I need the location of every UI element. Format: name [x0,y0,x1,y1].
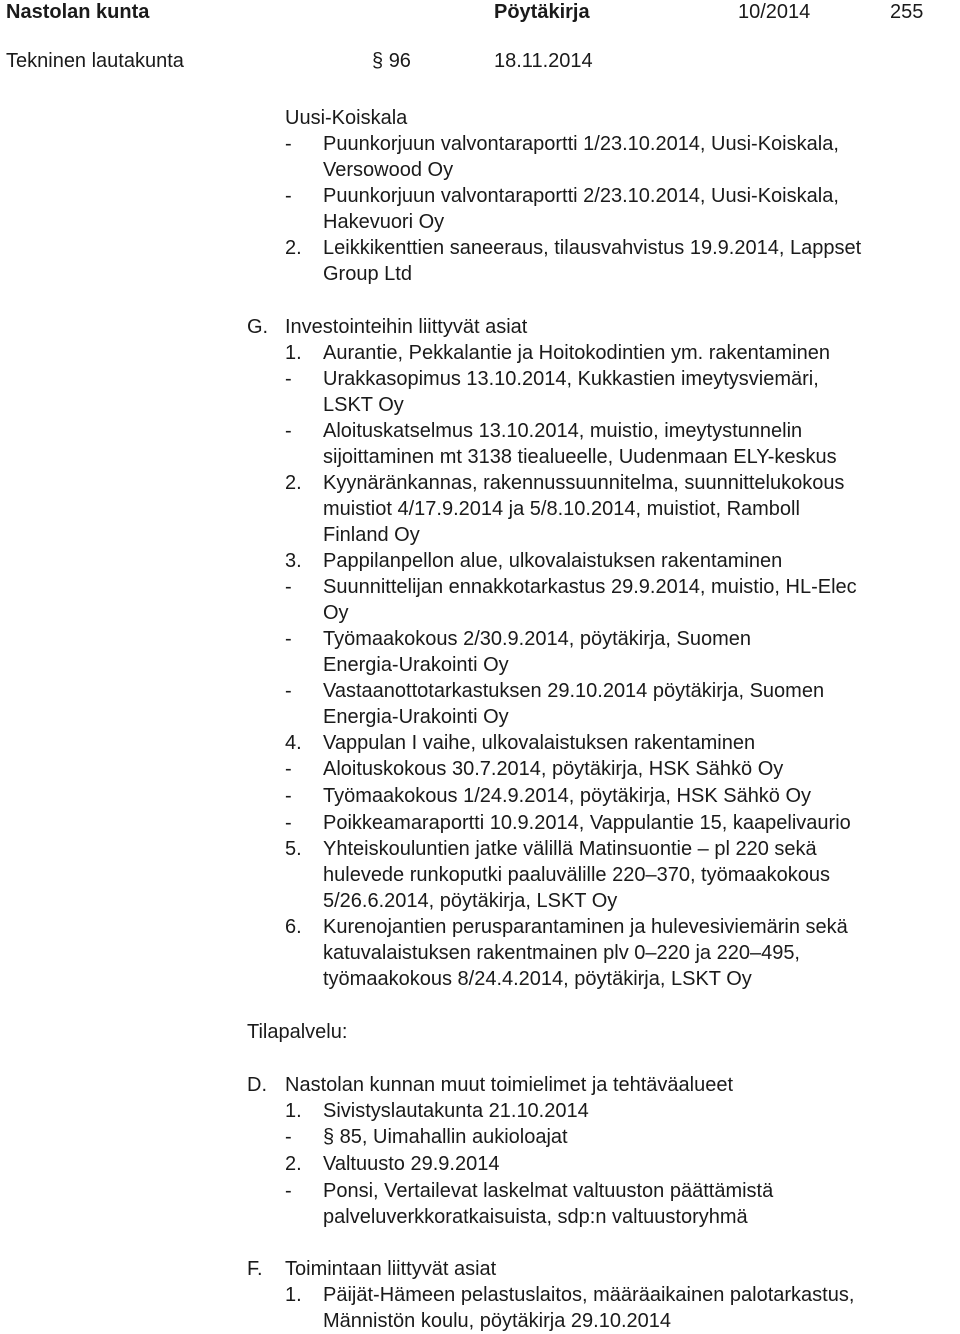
section-number: § 96 [372,50,411,72]
list-item: muistiot 4/17.9.2014 ja 5/8.10.2014, muistiot, Ramboll [323,498,800,520]
list-item: Puunkorjuun valvontaraportti 1/23.10.2014, Uusi-Koiskala, [323,133,839,155]
list-marker: 2. [285,237,302,259]
list-item: Puunkorjuun valvontaraportti 2/23.10.2014, Uusi-Koiskala, [323,185,839,207]
section-heading: Toimintaan liittyvät asiat [285,1258,497,1280]
list-item: Valtuusto 29.9.2014 [323,1153,500,1175]
list-item: Poikkeamaraportti 10.9.2014, Vappulantie 15, kaapelivaurio [323,812,851,834]
list-marker: - [285,420,292,442]
list-marker: 1. [285,342,302,364]
list-marker: 3. [285,550,302,572]
list-marker: - [285,628,292,650]
list-marker: 5. [285,838,302,860]
list-marker: 1. [285,1284,302,1306]
list-item: Energia-Urakointi Oy [323,706,509,728]
list-marker: - [285,368,292,390]
list-marker: 6. [285,916,302,938]
list-item: Aloituskatselmus 13.10.2014, muistio, imeytystunnelin [323,420,803,442]
list-item: Energia-Urakointi Oy [323,654,509,676]
list-marker: - [285,758,292,780]
list-marker: - [285,133,292,155]
list-item: Työmaakokous 1/24.9.2014, pöytäkirja, HSK Sähkö Oy [323,785,812,807]
list-item: Männistön koulu, pöytäkirja 29.10.2014 [323,1310,672,1332]
list-item: Urakkasopimus 13.10.2014, Kukkastien imeytysviemäri, [323,368,819,390]
list-item: Aloituskokous 30.7.2014, pöytäkirja, HSK Sähkö Oy [323,758,784,780]
list-marker: - [285,576,292,598]
list-marker: 4. [285,732,302,754]
list-item: Vappulan I vaihe, ulkovalaistuksen rakentaminen [323,732,756,754]
list-item: hulevede runkoputki paaluvälille 220–370, työmaakokous [323,864,831,886]
list-item: Group Ltd [323,263,412,285]
list-marker: 2. [285,1153,302,1175]
list-item: Finland Oy [323,524,420,546]
list-item: Uusi-Koiskala [285,107,408,129]
side-label: Tilapalvelu: [247,1021,348,1043]
list-item: Versowood Oy [323,159,454,181]
list-item: Yhteiskouluntien jatke välillä Matinsuontie – pl 220 sekä [323,838,817,860]
municipality-name: Nastolan kunta [6,1,150,23]
document-type: Pöytäkirja [494,1,590,23]
list-item: Vastaanottotarkastuksen 29.10.2014 pöytäkirja, Suomen [323,680,825,702]
list-item: 5/26.6.2014, pöytäkirja, LSKT Oy [323,890,618,912]
list-item: Pappilanpellon alue, ulkovalaistuksen rakentaminen [323,550,783,572]
list-item: palveluverkkoratkaisuista, sdp:n valtuustoryhmä [323,1206,748,1228]
list-item: Sivistyslautakunta 21.10.2014 [323,1100,589,1122]
page-number: 255 [890,1,924,23]
list-item: Oy [323,602,349,624]
list-item: Hakevuori Oy [323,211,445,233]
list-item: Päijät-Hämeen pelastuslaitos, määräaikainen palotarkastus, [323,1284,855,1306]
list-item: Leikkikenttien saneeraus, tilausvahvistus 19.9.2014, Lappset [323,237,862,259]
list-item: LSKT Oy [323,394,404,416]
list-item: sijoittaminen mt 3138 tiealueelle, Uudenmaan ELY-keskus [323,446,837,468]
list-item: katuvalaistuksen rakentmainen plv 0–220 ja 220–495, [323,942,800,964]
section-marker: D. [247,1074,267,1096]
document-number: 10/2014 [738,1,811,23]
section-marker: G. [247,316,269,338]
list-item: Ponsi, Vertailevat laskelmat valtuuston päättämistä [323,1180,774,1202]
list-marker: - [285,1180,292,1202]
list-marker: - [285,1126,292,1148]
list-marker: - [285,680,292,702]
list-item: Suunnittelijan ennakkotarkastus 29.9.2014, muistio, HL-Elec [323,576,857,598]
list-item: Työmaakokous 2/30.9.2014, pöytäkirja, Suomen [323,628,752,650]
list-marker: 1. [285,1100,302,1122]
list-marker: - [285,812,292,834]
section-marker: F. [247,1258,263,1280]
list-item: Kurenojantien perusparantaminen ja hulevesiviemärin sekä [323,916,848,938]
list-item: työmaakokous 8/24.4.2014, pöytäkirja, LSKT Oy [323,968,752,990]
list-marker: - [285,785,292,807]
list-item: Aurantie, Pekkalantie ja Hoitokodintien ym. rakentaminen [323,342,830,364]
list-item: Kyynäränkannas, rakennussuunnitelma, suunnittelukokous [323,472,845,494]
list-marker: - [285,185,292,207]
section-heading: Nastolan kunnan muut toimielimet ja tehtäväalueet [285,1074,734,1096]
section-number-value: 96 [388,50,411,72]
committee-name: Tekninen lautakunta [6,50,184,72]
section-heading: Investointeihin liittyvät asiat [285,316,528,338]
list-marker: 2. [285,472,302,494]
meeting-date: 18.11.2014 [494,50,593,72]
list-item: § 85, Uimahallin aukioloajat [323,1126,568,1148]
